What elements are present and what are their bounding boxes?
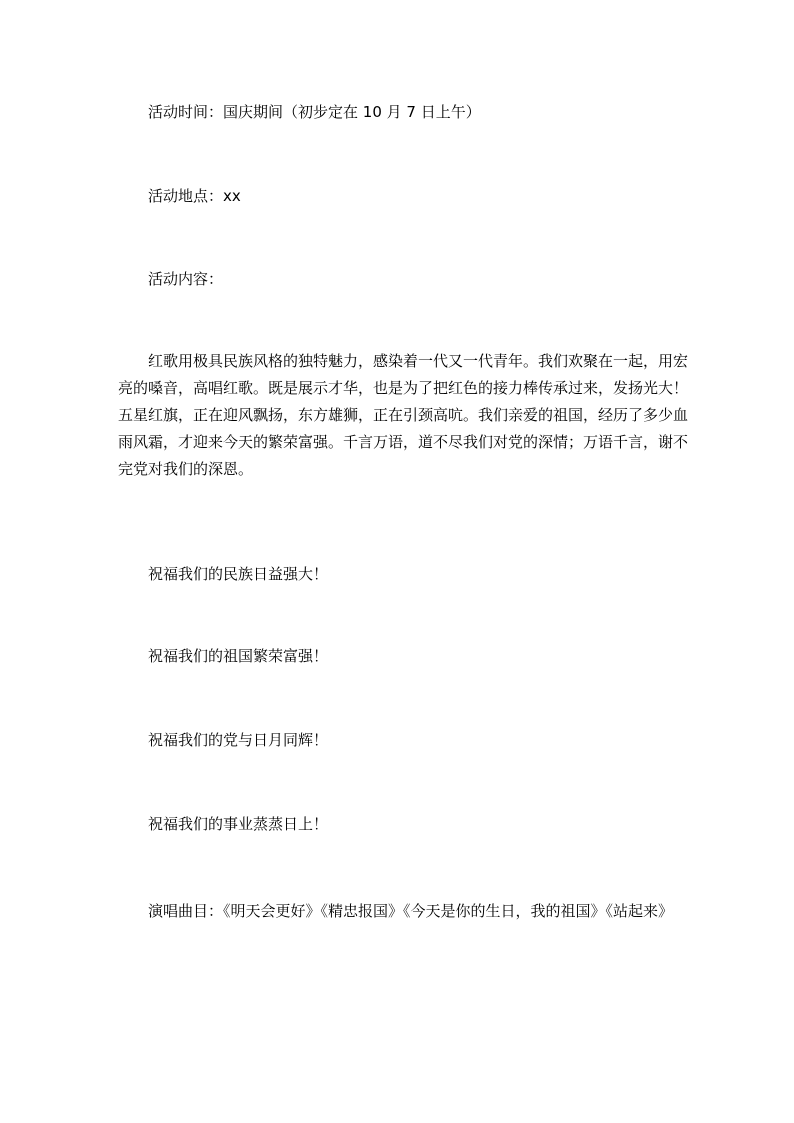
- blessing-line: 祝福我们的党与日月同辉！: [148, 731, 329, 749]
- blessing-line: 祝福我们的事业蒸蒸日上！: [148, 815, 329, 833]
- activity-location-line: 活动地点：xx: [148, 187, 241, 205]
- activity-time-line: 活动时间：国庆期间（初步定在 10 月 7 日上午）: [148, 103, 481, 121]
- blessing-line: 祝福我们的民族日益强大！: [148, 565, 329, 583]
- activity-content-label: 活动内容：: [148, 270, 224, 288]
- content-paragraph: 红歌用极具民族风格的独特魅力，感染着一代又一代青年。我们欢聚在一起，用宏亮的嗓音，高唱红歌。既是展示才华，也是为了把红色的接力棒传承过来，发扬光大！五星红旗，正在迎风飘扬，东方雄狮，正在引颈高吭。我们亲爱的祖国，经历了多少血雨风霜，才迎来今天的繁荣富强。千言万语，道不尽我们对党的深情；万语千言，谢不完党对我们的深恩。: [118, 352, 689, 478]
- blessing-line: 祝福我们的祖国繁荣富强！: [148, 647, 329, 665]
- songs-line: 演唱曲目：《明天会更好》《精忠报国》《今天是你的生日，我的祖国》《站起来》: [148, 902, 674, 920]
